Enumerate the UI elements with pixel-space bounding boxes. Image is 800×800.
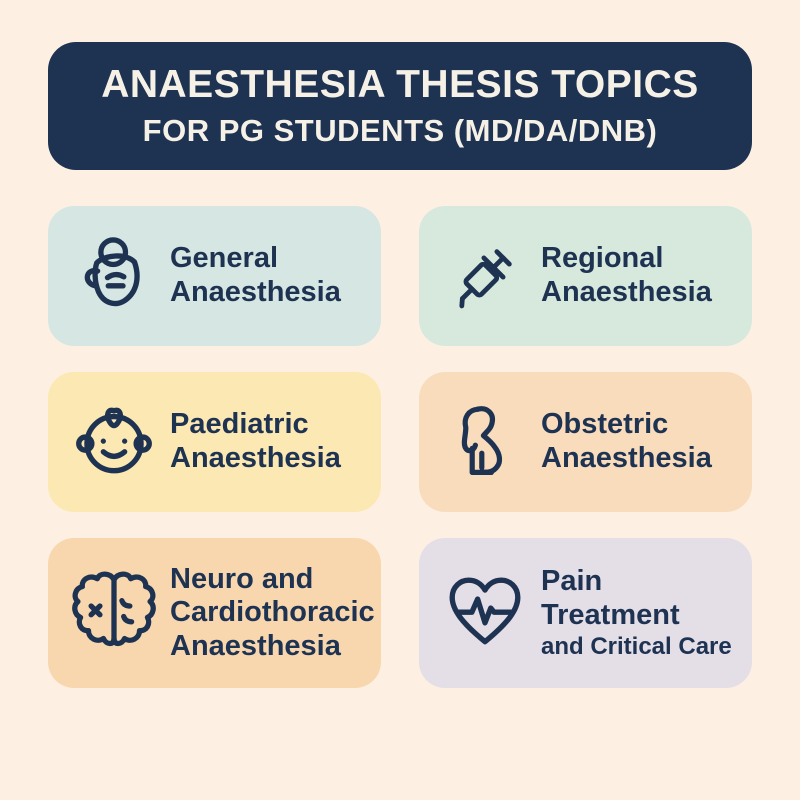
card-title-line: Anaesthesia [170, 276, 341, 308]
card-obstetric-anaesthesia [419, 372, 752, 512]
title-banner [48, 42, 752, 170]
card-general-anaesthesia [48, 206, 381, 346]
card-title-line: Treatment [541, 599, 680, 632]
card-title-line: Regional [541, 242, 664, 275]
card-title [170, 408, 341, 475]
card-title [541, 408, 712, 475]
card-title [170, 242, 341, 309]
card-title-line: Obstetric [541, 408, 669, 441]
baby-face-icon [68, 401, 160, 483]
brain-icon [68, 569, 160, 657]
card-paediatric-anaesthesia [48, 372, 381, 512]
card-title-line: Anaesthesia [541, 442, 712, 474]
card-title-line: Cardiothoracic [170, 596, 375, 629]
card-title-subline: and Critical Care [541, 632, 732, 660]
heart-pulse-icon [439, 572, 531, 654]
card-title-line: Anaesthesia [170, 629, 341, 662]
card-pain-treatment-critical-care [419, 538, 752, 688]
card-title [170, 563, 375, 664]
card-title [541, 565, 732, 660]
card-regional-anaesthesia [419, 206, 752, 346]
card-title-line: Paediatric [170, 408, 309, 441]
poster-subtitle: FOR PG STUDENTS (MD/DA/DNB) [142, 113, 658, 148]
card-title-line: Neuro and [170, 562, 314, 595]
card-title-line: Anaesthesia [541, 276, 712, 308]
card-title-line: Pain [541, 565, 603, 598]
syringe-icon [439, 236, 531, 316]
card-title [541, 242, 712, 309]
anaesthesia-mask-icon [68, 235, 160, 317]
pregnant-woman-icon [439, 402, 531, 482]
poster-title: ANAESTHESIA THESIS TOPICS [101, 63, 699, 106]
card-title-line: Anaesthesia [170, 442, 341, 474]
topic-grid [48, 206, 752, 688]
card-title-line: General [170, 242, 278, 275]
card-neuro-cardiothoracic-anaesthesia [48, 538, 381, 688]
